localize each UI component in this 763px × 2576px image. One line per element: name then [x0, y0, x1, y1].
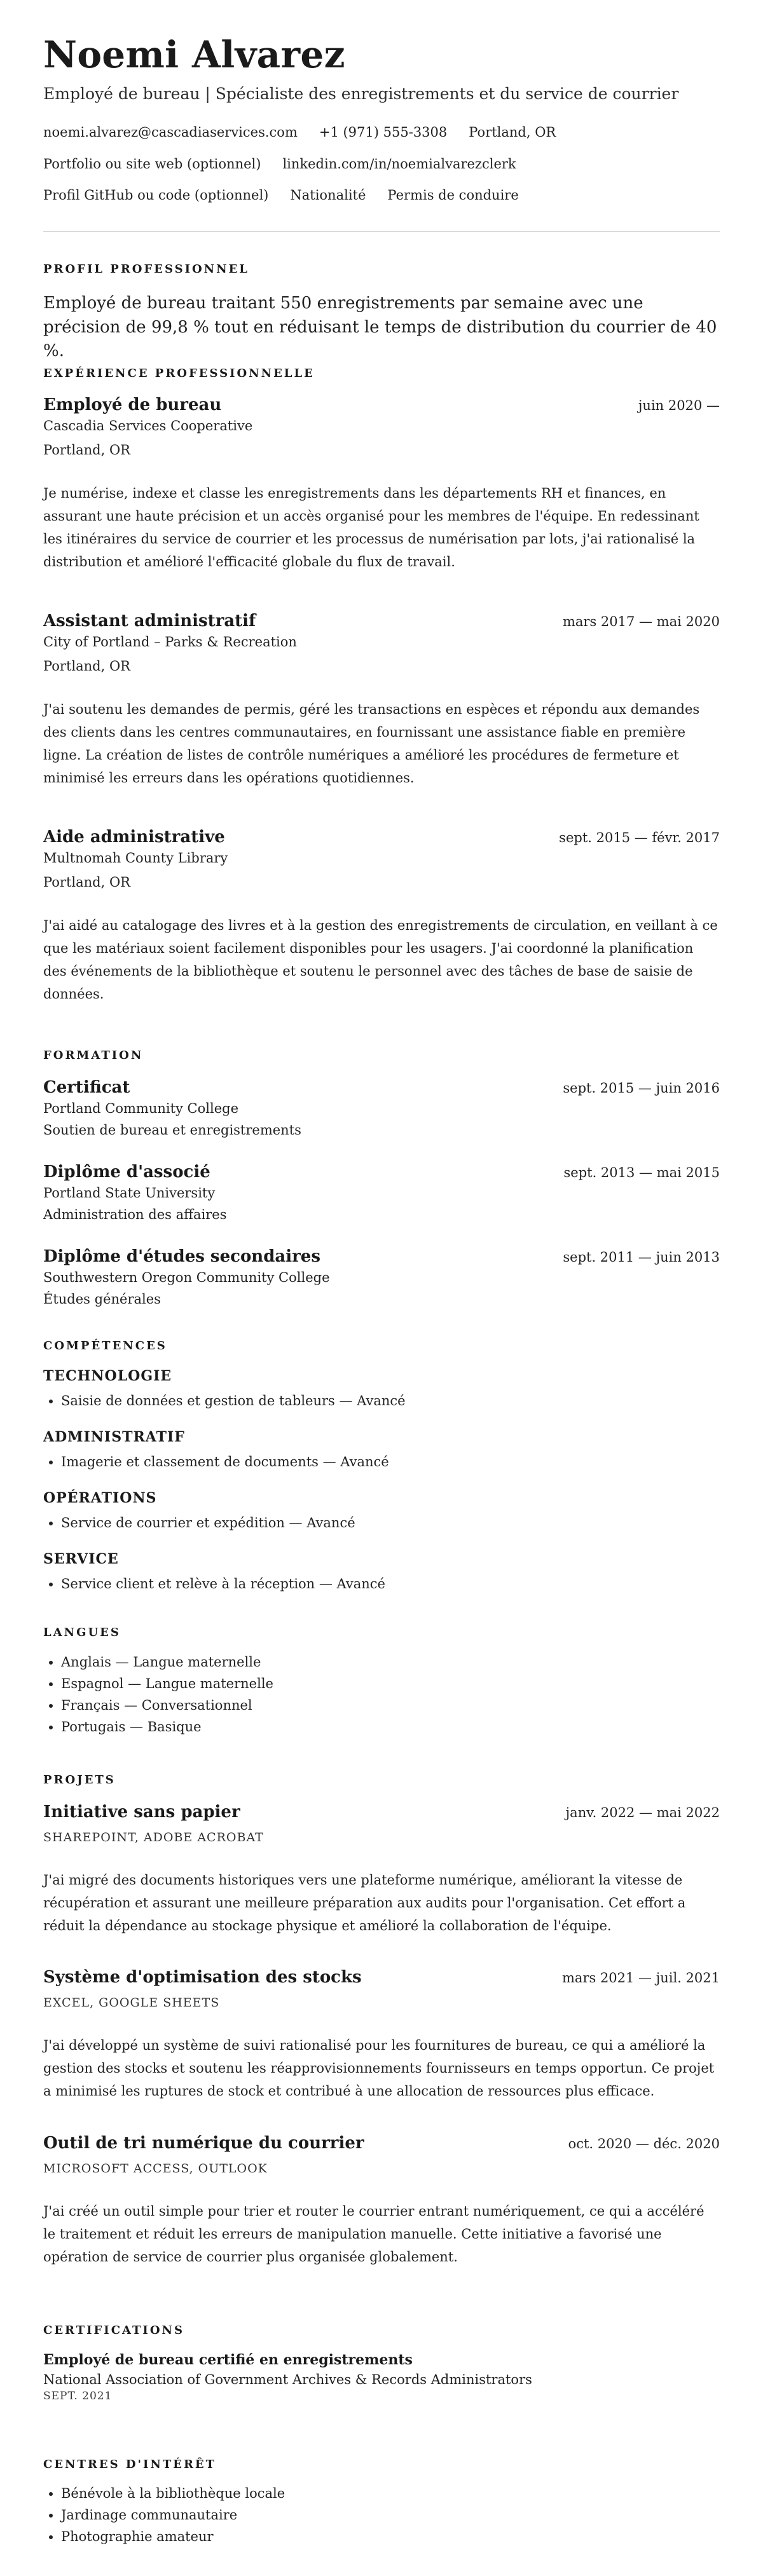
skill-list	[43, 1393, 406, 1408]
language-item: • Portugais — Basique	[61, 1716, 273, 1738]
interest-list	[43, 2483, 285, 2547]
job-employer: Cascadia Services Cooperative	[43, 418, 253, 433]
degree: Certificat	[43, 1078, 130, 1097]
job-description: Je numérise, indexe et classe les enregistrements dans les départements RH et finances, en assurant une haute précision et un accès organisé pour les membres de l'équipe. En redessinant les itinéraires du service de courrier et les processus de numérisation par lots, j'ai rationalisé la distribution et amélioré l'efficacité globale du flux de travail.	[43, 486, 699, 570]
nationality: Nationalité	[290, 187, 366, 203]
job-title: Aide administrative	[43, 828, 225, 847]
linkedin-link[interactable]: linkedin.com/in/noemialvarezclerk	[282, 156, 516, 172]
project-name: Outil de tri numérique du courrier	[43, 2134, 364, 2153]
education-dates: sept. 2011 — juin 2013	[563, 1250, 720, 1265]
driving-license: Permis de conduire	[387, 187, 519, 203]
profile-summary: Employé de bureau traitant 550 enregistrements par semaine avec une précision de 99,8 % tout en réduisant le temps de distribution du courrier de 40 %.	[43, 294, 717, 361]
job-description: J'ai aidé au catalogage des livres et à la gestion des enregistrements de circulation, en veillant à ce que les matériaux soient facilement disponibles pour les usagers. J'ai coordonné la planification des événements de la bibliothèque et soutenu le personnel avec des tâches de base de saisie de données.	[43, 918, 718, 1002]
interest-item: • Jardinage communautaire	[61, 2504, 285, 2526]
project-dates: mars 2021 — juil. 2021	[562, 1970, 720, 1986]
skill-item: • Service de courrier et expédition — Avancé	[61, 1515, 355, 1530]
school: Portland State University	[43, 1185, 216, 1201]
education-item	[43, 1078, 720, 1138]
section-title-languages: LANGUES	[43, 1626, 121, 1639]
education-dates: sept. 2013 — mai 2015	[563, 1165, 720, 1180]
location: Portland, OR	[469, 125, 556, 140]
skill-category: OPÉRATIONS	[43, 1490, 157, 1506]
contact-row-primary	[43, 125, 556, 140]
candidate-name: Noemi Alvarez	[43, 33, 345, 76]
header-divider	[43, 231, 720, 232]
job-location: Portland, OR	[43, 658, 130, 674]
interest-item: • Bénévole à la bibliothèque locale	[61, 2483, 285, 2504]
project-item	[43, 1968, 720, 2102]
certification-date: SEPT. 2021	[43, 2390, 113, 2402]
project-dates: oct. 2020 — déc. 2020	[568, 2136, 720, 2151]
language-item: • Anglais — Langue maternelle	[61, 1651, 273, 1673]
degree: Diplôme d'associé	[43, 1162, 210, 1182]
section-title-skills: COMPÉTENCES	[43, 1339, 167, 1353]
skill-list	[43, 1515, 355, 1530]
project-tools: SHAREPOINT, ADOBE ACROBAT	[43, 1830, 264, 1844]
field-of-study: Études générales	[43, 1291, 161, 1307]
section-title-experience: EXPÉRIENCE PROFESSIONNELLE	[43, 367, 315, 380]
job-dates: sept. 2015 — févr. 2017	[559, 830, 720, 845]
job-employer: City of Portland – Parks & Recreation	[43, 634, 297, 650]
school: Southwestern Oregon Community College	[43, 1270, 330, 1285]
contact-row-links	[43, 156, 516, 172]
job-title: Assistant administratif	[43, 611, 256, 630]
section-title-education: FORMATION	[43, 1049, 144, 1062]
job-location: Portland, OR	[43, 442, 130, 458]
language-list	[43, 1651, 273, 1738]
degree: Diplôme d'études secondaires	[43, 1247, 320, 1266]
project-item	[43, 1803, 720, 1937]
section-title-projects: PROJETS	[43, 1773, 116, 1787]
experience-item	[43, 611, 720, 789]
language-item: • Français — Conversationnel	[61, 1694, 273, 1716]
section-title-interests: CENTRES D'INTÉRÊT	[43, 2458, 217, 2471]
skill-item: • Saisie de données et gestion de tableurs — Avancé	[61, 1393, 406, 1408]
project-tools: EXCEL, GOOGLE SHEETS	[43, 1996, 220, 2010]
section-title-certifications: CERTIFICATIONS	[43, 2324, 184, 2337]
project-name: Système d'optimisation des stocks	[43, 1968, 362, 1987]
project-item	[43, 2134, 720, 2268]
job-description: J'ai soutenu les demandes de permis, géré les transactions en espèces et répondu aux demandes des clients dans les centres communautaires, en fournissant une assistance fiable en première ligne. La création de listes de contrôle numériques a amélioré les procédures de fermeture et minimisé les erreurs dans les opérations quotidiennes.	[43, 702, 700, 786]
portfolio-link[interactable]: Portfolio ou site web (optionnel)	[43, 156, 261, 172]
skill-category: TECHNOLOGIE	[43, 1368, 172, 1384]
project-description: J'ai migré des documents historiques vers une plateforme numérique, améliorant la vitesse de récupération et assurant une meilleure préparation aux audits pour l'organisation. Cet effort a réduit la dépendance au stockage physique et amélioré la collaboration de l'équipe.	[43, 1872, 686, 1934]
skill-list	[43, 1576, 385, 1591]
skill-item: • Service client et relève à la réception — Avancé	[61, 1576, 385, 1591]
email-link[interactable]: noemi.alvarez@cascadiaservices.com	[43, 125, 298, 140]
skill-item: • Imagerie et classement de documents — Avancé	[61, 1454, 389, 1469]
job-dates: mars 2017 — mai 2020	[563, 614, 720, 629]
job-title: Employé de bureau	[43, 395, 222, 414]
project-description: J'ai développé un système de suivi rationalisé pour les fournitures de bureau, ce qui a amélioré la gestion des stocks et soutenu les réapprovisionnements fournisseurs en temps opportun. Ce projet a minimisé les ruptures de stock et contribué à une allocation de ressources plus efficace.	[43, 2038, 715, 2099]
school: Portland Community College	[43, 1101, 239, 1116]
contact-row-extra	[43, 187, 519, 203]
job-employer: Multnomah County Library	[43, 850, 228, 866]
experience-item	[43, 828, 720, 1005]
job-location: Portland, OR	[43, 875, 130, 890]
education-item	[43, 1247, 720, 1307]
headline: Employé de bureau | Spécialiste des enregistrements et du service de courrier	[43, 85, 679, 103]
certification-issuer: National Association of Government Archives & Records Administrators	[43, 2372, 532, 2387]
experience-item	[43, 395, 720, 573]
github-link[interactable]: Profil GitHub ou code (optionnel)	[43, 187, 269, 203]
language-item: • Espagnol — Langue maternelle	[61, 1673, 273, 1694]
field-of-study: Soutien de bureau et enregistrements	[43, 1122, 301, 1138]
project-description: J'ai créé un outil simple pour trier et router le courrier entrant numériquement, ce qui a accéléré le traitement et réduit les erreurs de manipulation manuelle. Cette initiative a favorisé une opération de service de courrier plus organisée globalement.	[43, 2204, 705, 2265]
education-dates: sept. 2015 — juin 2016	[563, 1080, 720, 1096]
skill-category: ADMINISTRATIF	[43, 1429, 185, 1445]
field-of-study: Administration des affaires	[43, 1207, 227, 1222]
phone-link[interactable]: +1 (971) 555-3308	[319, 125, 448, 140]
certification-name: Employé de bureau certifié en enregistrements	[43, 2352, 413, 2368]
section-title-profile: PROFIL PROFESSIONNEL	[43, 262, 249, 276]
project-dates: janv. 2022 — mai 2022	[565, 1805, 720, 1820]
skill-list	[43, 1454, 389, 1469]
certification-item	[43, 2352, 720, 2402]
interest-item: • Photographie amateur	[61, 2526, 285, 2547]
job-dates: juin 2020 —	[638, 398, 720, 413]
education-item	[43, 1162, 720, 1222]
skill-category: SERVICE	[43, 1551, 119, 1567]
project-name: Initiative sans papier	[43, 1803, 240, 1822]
project-tools: MICROSOFT ACCESS, OUTLOOK	[43, 2162, 268, 2176]
